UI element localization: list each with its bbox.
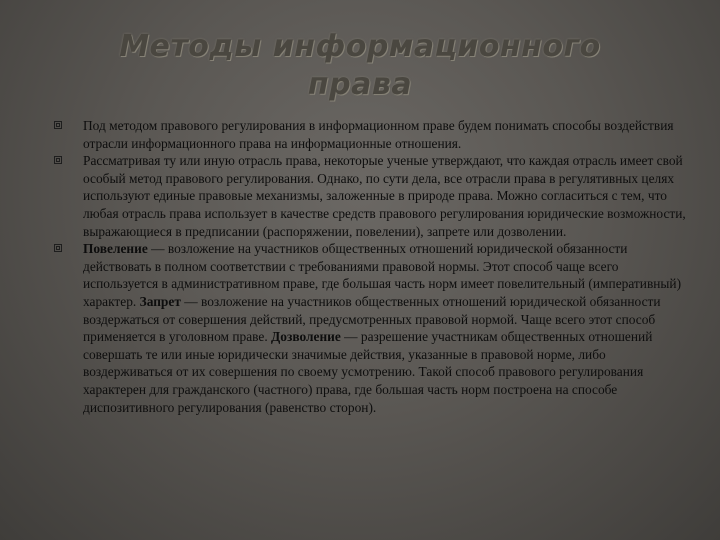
- slide-title: [60, 28, 660, 104]
- term-dozvolenie: Дозволение: [271, 329, 341, 345]
- bullet-text: Рассматривая ту или иную отрасль права, некоторые ученые утверждают, что каждая отрасль имеет свой особый метод правового регулирования. Однако, по сути дела, все отрасли права в регулятивных целях используют единые правовые механизмы, заложенные в природе права. Можно согласиться с тем, что любая отрасль права использует в качестве средств правового регулирования юридические возможности, выражающиеся в предписании (распоряжении, повелении), запрете или дозволении.: [83, 153, 686, 239]
- square-bullet-icon: [54, 156, 62, 164]
- slide-title-line-2: права: [307, 67, 413, 102]
- slide-title-line-1: Методы информационного: [119, 29, 601, 64]
- bullet-text: — возложение на участников общественных отношений юридической обязанности действовать в полном соответствии с требованиями правовой нормы. Этот способ чаще всего используется в административном праве, где большая часть норм имеет повелительный (императивный) характер.: [83, 241, 682, 309]
- term-povelenie: Повеление: [83, 241, 148, 257]
- bullet-item-methods: [54, 240, 690, 416]
- square-bullet-icon: [54, 244, 62, 252]
- bullet-item-definition: [54, 117, 690, 152]
- bullet-item-branches: [54, 152, 690, 240]
- bullet-text: — возложение на участников общественных отношений юридической обязанности воздержаться от совершения действий, предусмотренных правовой нормой. Чаще всего этот способ применяется в уголовном праве.: [83, 293, 661, 345]
- square-bullet-icon: [54, 121, 62, 129]
- bullet-text: Под методом правового регулирования в информационном праве будем понимать способы воздействия отрасли информационного права на информационные отношения.: [83, 118, 674, 151]
- bullet-list: [54, 117, 690, 416]
- term-zapret: Запрет: [139, 293, 181, 309]
- bullet-text: — разрешение участникам общественных отношений совершать те или иные юридически значимые действия, указанные в правовой норме, либо воздерживаться от их совершения по своему усмотрению. Такой способ правового регулирования характерен для гражданского (частного) права, где большая часть норм построена на способе диспозитивного регулирования (равенство сторон).: [83, 329, 653, 415]
